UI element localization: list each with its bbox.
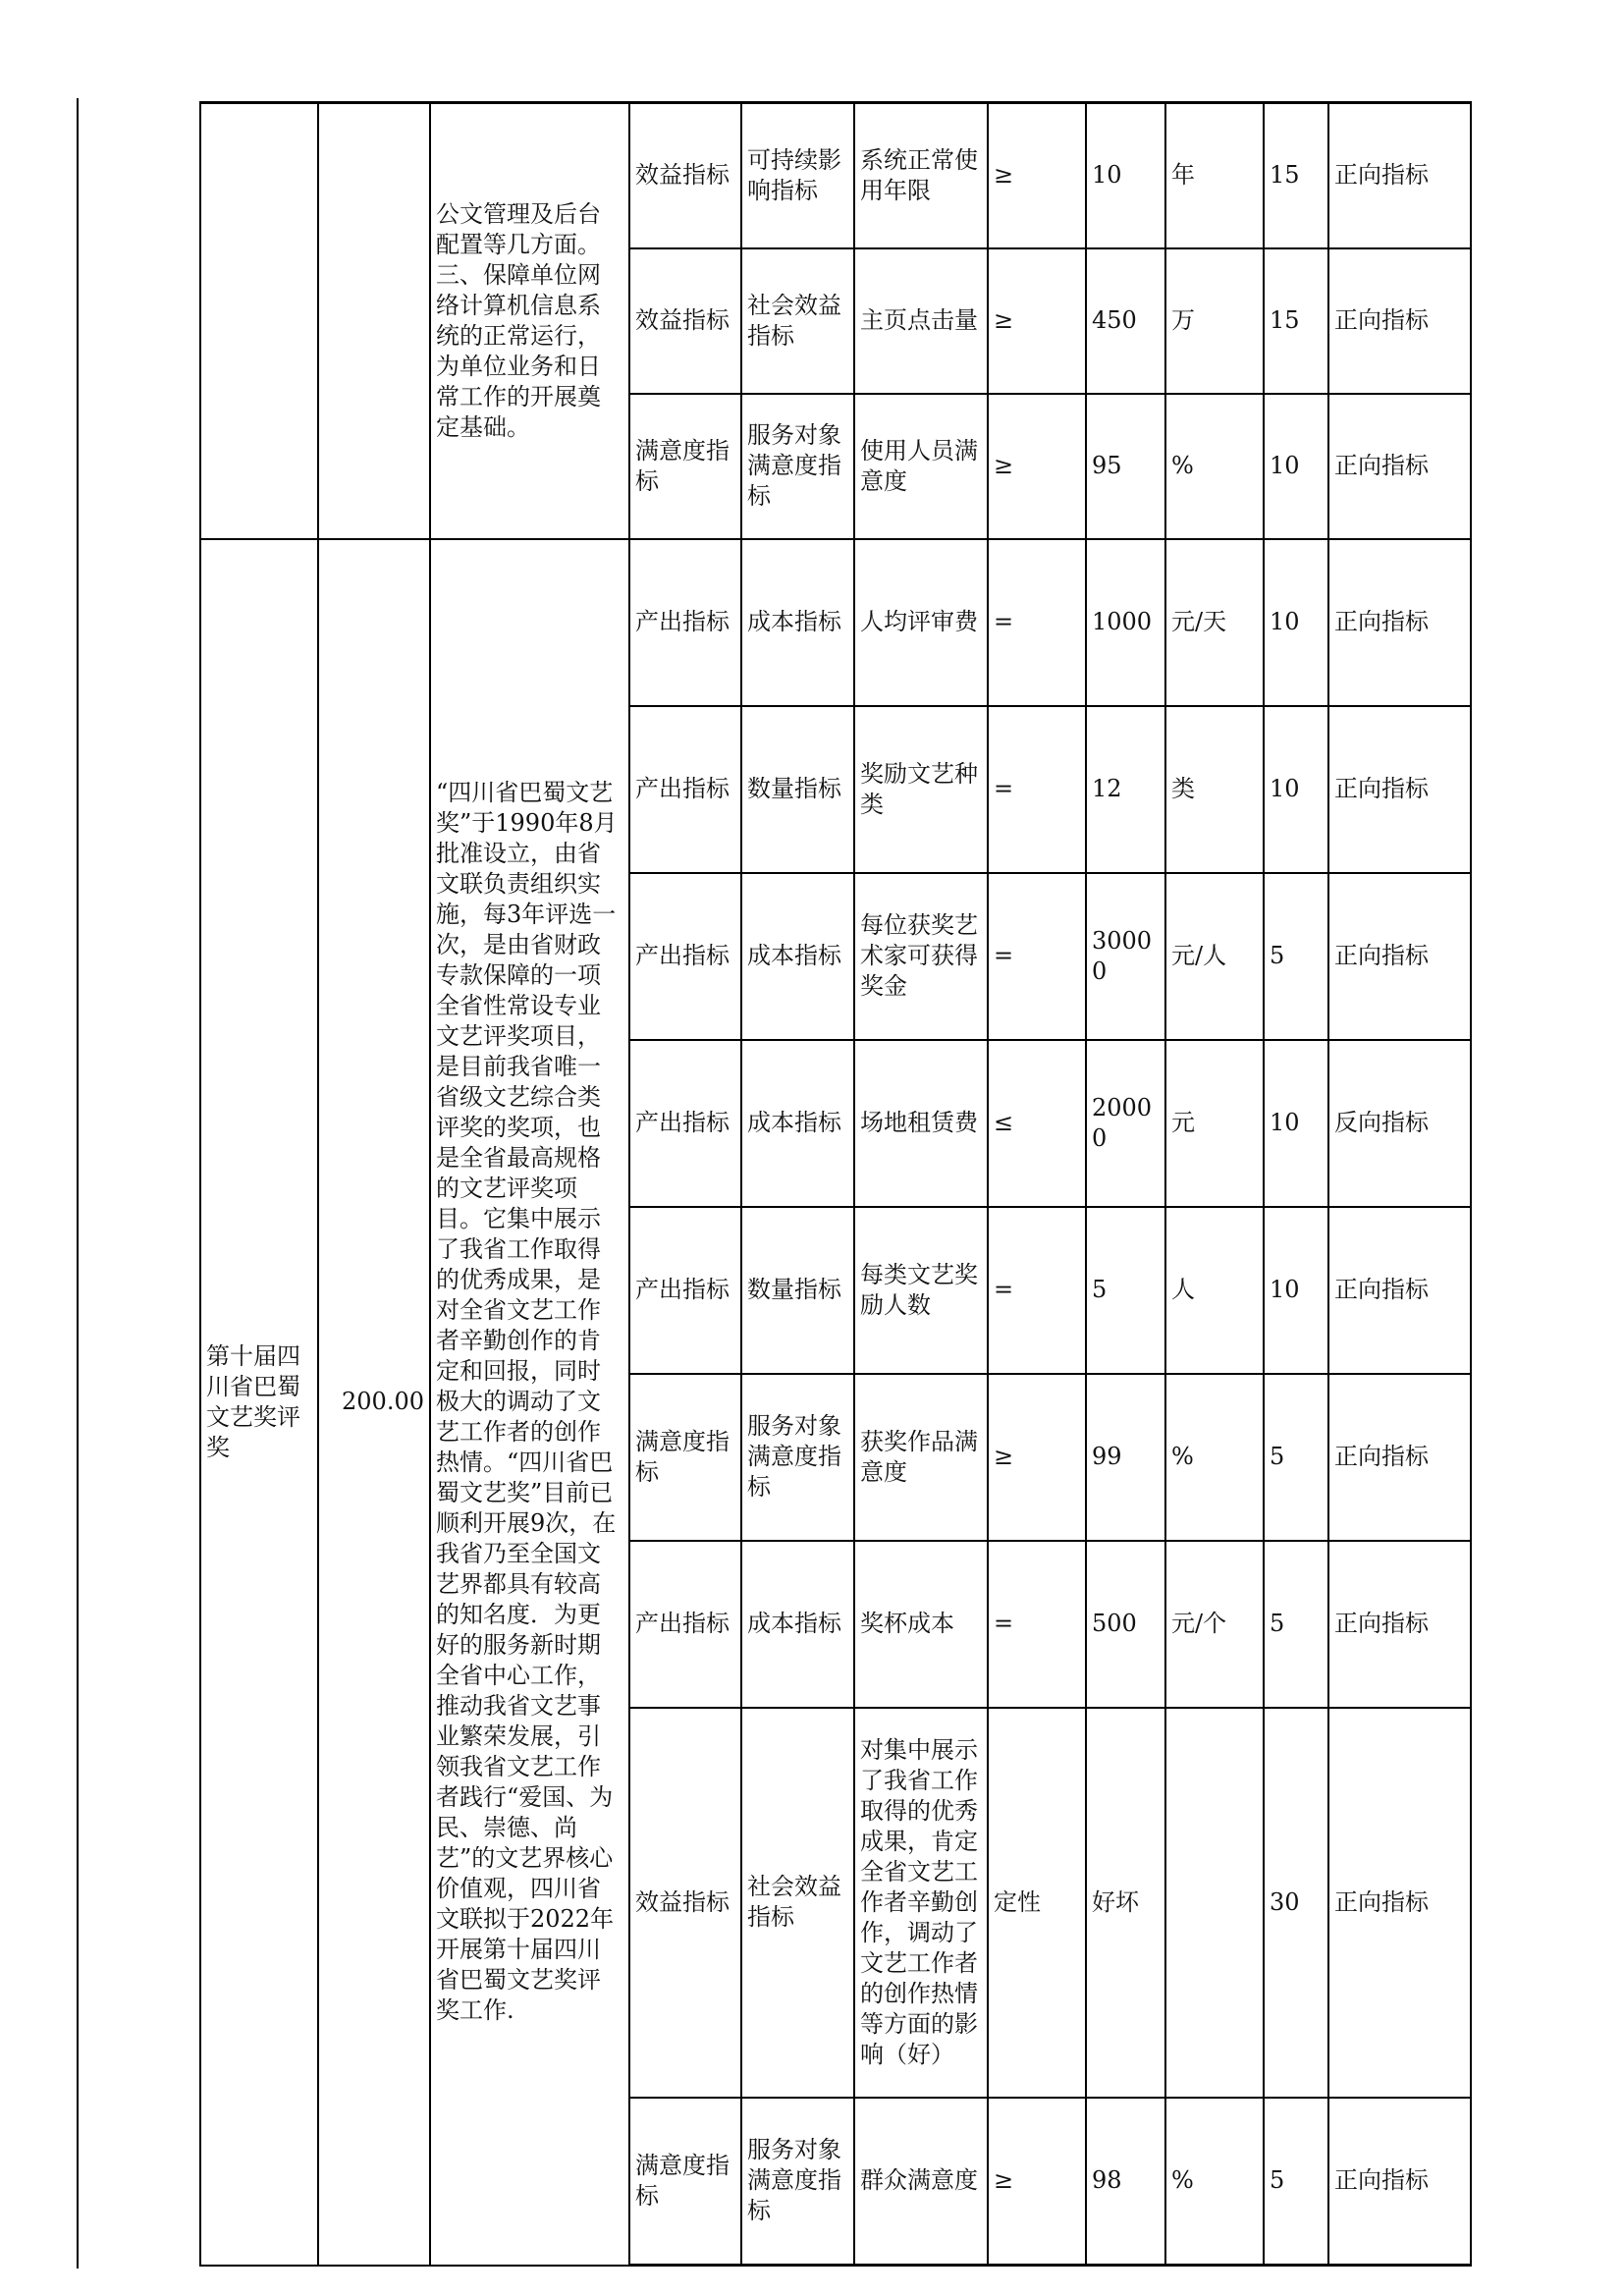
- symbol-cell: ≥: [988, 103, 1086, 248]
- weight-cell: 10: [1264, 394, 1328, 539]
- weight-cell: 15: [1264, 103, 1328, 248]
- direction-cell: 正向指标: [1328, 706, 1471, 873]
- symbol-cell: 定性: [988, 1708, 1086, 2098]
- weight-cell: 30: [1264, 1708, 1328, 2098]
- value-cell: 95: [1086, 394, 1165, 539]
- level3-cell: 群众满意度: [854, 2098, 988, 2266]
- unit-cell: 元/天: [1165, 539, 1264, 706]
- direction-cell: 正向指标: [1328, 394, 1471, 539]
- project-amount-cell: [318, 103, 430, 539]
- project-description-cell: 公文管理及后台配置等几方面。三、保障单位网络计算机信息系统的正常运行，为单位业务和日常工作的开展奠定基础。: [430, 103, 629, 539]
- weight-cell: 10: [1264, 1207, 1328, 1374]
- project-name-cell: 第十届四川省巴蜀文艺奖评奖: [200, 539, 318, 2266]
- symbol-cell: =: [988, 1541, 1086, 1708]
- symbol-cell: ≥: [988, 394, 1086, 539]
- level3-cell: 每类文艺奖励人数: [854, 1207, 988, 1374]
- unit-cell: 元: [1165, 1040, 1264, 1207]
- unit-cell: 类: [1165, 706, 1264, 873]
- weight-cell: 10: [1264, 706, 1328, 873]
- level1-cell: 产出指标: [629, 706, 741, 873]
- weight-cell: 10: [1264, 1040, 1328, 1207]
- level1-cell: 满意度指标: [629, 2098, 741, 2266]
- level2-cell: 服务对象满意度指标: [741, 2098, 854, 2266]
- level1-cell: 效益指标: [629, 1708, 741, 2098]
- weight-cell: 5: [1264, 873, 1328, 1040]
- unit-cell: %: [1165, 1374, 1264, 1541]
- direction-cell: 正向指标: [1328, 539, 1471, 706]
- project-description-cell: “四川省巴蜀文艺奖”于1990年8月批准设立，由省文联负责组织实施，每3年评选一次，是由省财政专款保障的一项全省性常设专业文艺评奖项目，是目前我省唯一省级文艺综合类评奖的奖项，也是全省最高规格的文艺评奖项目。它集中展示了我省工作取得的优秀成果，是对全省文艺工作者辛勤创作的肯定和回报，同时极大的调动了文艺工作者的创作热情。“四川省巴蜀文艺奖”目前已顺利开展9次，在我省乃至全国文艺界都具有较高的知名度．为更好的服务新时期全省中心工作，推动我省文艺事业繁荣发展，引领我省文艺工作者践行“爱国、为民、崇德、尚艺”的文艺界核心价值观，四川省文联拟于2022年开展第十届四川省巴蜀文艺奖评奖工作.: [430, 539, 629, 2266]
- level3-cell: 使用人员满意度: [854, 394, 988, 539]
- value-cell: 450: [1086, 248, 1165, 394]
- weight-cell: 15: [1264, 248, 1328, 394]
- value-cell: 5: [1086, 1207, 1165, 1374]
- symbol-cell: ≤: [988, 1040, 1086, 1207]
- level2-cell: 服务对象满意度指标: [741, 1374, 854, 1541]
- level3-cell: 奖励文艺种类: [854, 706, 988, 873]
- symbol-cell: =: [988, 539, 1086, 706]
- level3-cell: 系统正常使用年限: [854, 103, 988, 248]
- level2-cell: 成本指标: [741, 873, 854, 1040]
- direction-cell: 正向指标: [1328, 1207, 1471, 1374]
- level2-cell: 社会效益指标: [741, 248, 854, 394]
- value-cell: 99: [1086, 1374, 1165, 1541]
- level3-cell: 奖杯成本: [854, 1541, 988, 1708]
- unit-cell: 年: [1165, 103, 1264, 248]
- weight-cell: 5: [1264, 1541, 1328, 1708]
- level3-cell: 获奖作品满意度: [854, 1374, 988, 1541]
- direction-cell: 正向指标: [1328, 1708, 1471, 2098]
- level2-cell: 数量指标: [741, 1207, 854, 1374]
- level3-cell: 主页点击量: [854, 248, 988, 394]
- left-border-line: [77, 98, 79, 2269]
- level2-cell: 成本指标: [741, 1541, 854, 1708]
- unit-cell: 万: [1165, 248, 1264, 394]
- value-cell: 好坏: [1086, 1708, 1165, 2098]
- level3-cell: 场地租赁费: [854, 1040, 988, 1207]
- unit-cell: 元/个: [1165, 1541, 1264, 1708]
- symbol-cell: ≥: [988, 2098, 1086, 2266]
- direction-cell: 正向指标: [1328, 248, 1471, 394]
- unit-cell: [1165, 1708, 1264, 2098]
- level2-cell: 可持续影响指标: [741, 103, 854, 248]
- direction-cell: 正向指标: [1328, 1374, 1471, 1541]
- level1-cell: 效益指标: [629, 103, 741, 248]
- level2-cell: 社会效益指标: [741, 1708, 854, 2098]
- direction-cell: 正向指标: [1328, 103, 1471, 248]
- performance-indicator-table: [199, 101, 1472, 2267]
- value-cell: 30000: [1086, 873, 1165, 1040]
- weight-cell: 5: [1264, 2098, 1328, 2266]
- weight-cell: 10: [1264, 539, 1328, 706]
- level3-cell: 人均评审费: [854, 539, 988, 706]
- value-cell: 500: [1086, 1541, 1165, 1708]
- unit-cell: 元/人: [1165, 873, 1264, 1040]
- level3-cell: 每位获奖艺术家可获得奖金: [854, 873, 988, 1040]
- level2-cell: 成本指标: [741, 1040, 854, 1207]
- direction-cell: 正向指标: [1328, 2098, 1471, 2266]
- level1-cell: 满意度指标: [629, 1374, 741, 1541]
- level1-cell: 产出指标: [629, 539, 741, 706]
- value-cell: 10: [1086, 103, 1165, 248]
- level2-cell: 数量指标: [741, 706, 854, 873]
- level1-cell: 产出指标: [629, 1207, 741, 1374]
- value-cell: 98: [1086, 2098, 1165, 2266]
- level3-cell: 对集中展示了我省工作取得的优秀成果，肯定全省文艺工作者辛勤创作，调动了文艺工作者的创作热情等方面的影响（好）: [854, 1708, 988, 2098]
- symbol-cell: =: [988, 873, 1086, 1040]
- symbol-cell: =: [988, 706, 1086, 873]
- project-name-cell: [200, 103, 318, 539]
- symbol-cell: =: [988, 1207, 1086, 1374]
- direction-cell: 反向指标: [1328, 1040, 1471, 1207]
- direction-cell: 正向指标: [1328, 1541, 1471, 1708]
- level2-cell: 成本指标: [741, 539, 854, 706]
- level1-cell: 产出指标: [629, 873, 741, 1040]
- unit-cell: %: [1165, 394, 1264, 539]
- symbol-cell: ≥: [988, 1374, 1086, 1541]
- level1-cell: 产出指标: [629, 1541, 741, 1708]
- value-cell: 20000: [1086, 1040, 1165, 1207]
- unit-cell: 人: [1165, 1207, 1264, 1374]
- direction-cell: 正向指标: [1328, 873, 1471, 1040]
- project-amount-cell: 200.00: [318, 539, 430, 2266]
- level1-cell: 满意度指标: [629, 394, 741, 539]
- symbol-cell: ≥: [988, 248, 1086, 394]
- value-cell: 12: [1086, 706, 1165, 873]
- table-row: [200, 539, 1471, 706]
- level1-cell: 效益指标: [629, 248, 741, 394]
- level1-cell: 产出指标: [629, 1040, 741, 1207]
- unit-cell: %: [1165, 2098, 1264, 2266]
- table-row: [200, 103, 1471, 248]
- level2-cell: 服务对象满意度指标: [741, 394, 854, 539]
- value-cell: 1000: [1086, 539, 1165, 706]
- weight-cell: 5: [1264, 1374, 1328, 1541]
